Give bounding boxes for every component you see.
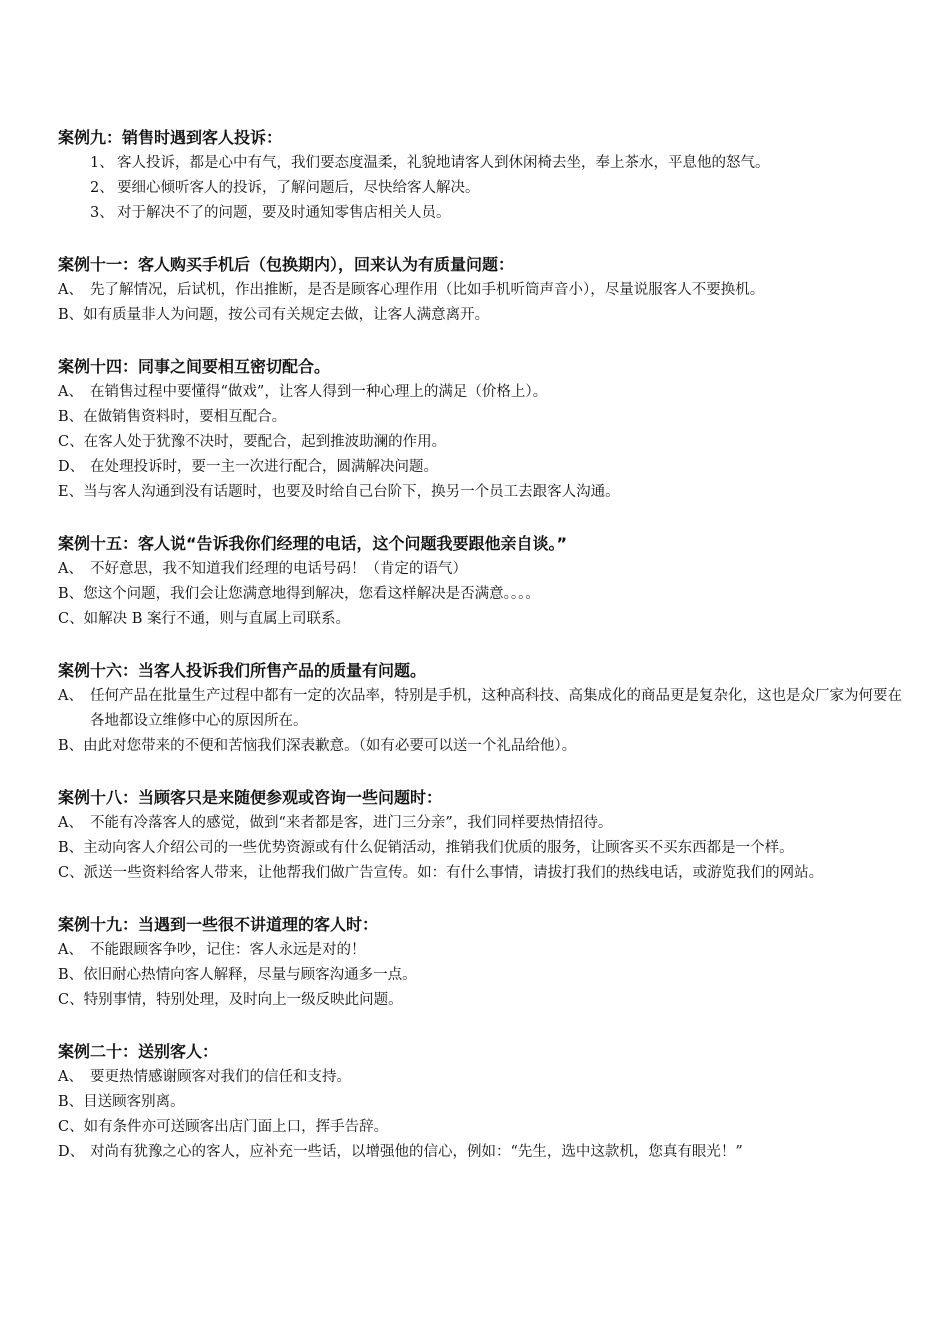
list-item-text: 由此对您带来的不便和苦恼我们深表歉意。（如有必要可以送一个礼品给他）。 — [83, 738, 577, 754]
list-item — [58, 607, 910, 632]
list-marker: A、 — [58, 688, 83, 704]
list-item-text: 不能跟顾客争吵，记住：客人永远是对的！ — [90, 942, 366, 958]
list-item-text: 任何产品在批量生产过程中都有一定的次品率，特别是手机，这种高科技、高集成化的商品更是复杂化，这也是众厂家为何要在各地都设立维修中心的原因所在。 — [90, 688, 902, 729]
list-item — [58, 811, 910, 836]
list-item — [58, 455, 910, 480]
list-item — [58, 1115, 910, 1140]
list-marker: A、 — [58, 561, 83, 577]
list-item — [58, 430, 910, 455]
list-item — [58, 963, 910, 988]
list-marker: B、 — [58, 307, 84, 323]
list-marker: A、 — [58, 282, 83, 298]
list-item-text: 如解决 B 案行不通，则与直属上司联系。 — [83, 611, 350, 627]
list-item — [58, 480, 910, 505]
list-item-text: 当与客人沟通到没有话题时，也要及时给自己台阶下，换另一个员工去跟客人沟通。 — [83, 484, 620, 500]
list-item — [58, 861, 910, 886]
list-item-text: 如有条件亦可送顾客出店门面上口，挥手告辞。 — [83, 1119, 389, 1135]
list-marker: 1、 — [90, 155, 114, 171]
case-heading: 案例二十：送别客人： — [58, 1042, 219, 1061]
case-section — [58, 1038, 910, 1165]
list-marker: A、 — [58, 384, 83, 400]
list-marker: A、 — [58, 1069, 83, 1085]
document-page — [58, 124, 910, 1190]
list-marker: A、 — [58, 815, 83, 831]
list-item-text: 先了解情况，后试机，作出推断，是否是顾客心理作用（比如手机听筒声音小），尽量说服客人不要换机。 — [90, 282, 765, 298]
list-item — [58, 734, 910, 759]
list-item-text: 目送顾客别离。 — [83, 1094, 185, 1110]
list-item-text: 您这个问题，我们会让您满意地得到解决，您看这样解决是否满意。。。。 — [83, 586, 540, 602]
list-item — [58, 836, 910, 861]
list-item-text: 在客人处于犹豫不决时，要配合，起到推波助澜的作用。 — [83, 434, 447, 450]
list-marker: 3、 — [90, 205, 114, 221]
list-item-text: 不能有冷落客人的感觉，做到“来者都是客，进门三分亲”，我们同样要热情招待。 — [90, 815, 613, 831]
list-marker: E、 — [58, 484, 84, 500]
list-item — [58, 1090, 910, 1115]
list-marker: C、 — [58, 611, 84, 627]
list-item-text: 在销售过程中要懂得“做戏”，让客人得到一种心理上的满足（价格上）。 — [90, 384, 548, 400]
case-heading: 案例十九：当遇到一些很不讲道理的客人时： — [58, 915, 379, 934]
list-marker: C、 — [58, 434, 84, 450]
list-item-text: 主动向客人介绍公司的一些优势资源或有什么促销活动，推销我们优质的服务，让顾客买不买东西都是一个样。 — [83, 840, 794, 856]
case-heading: 案例十四：同事之间要相互密切配合。 — [58, 357, 331, 376]
list-item — [58, 557, 910, 582]
case-section — [58, 911, 910, 1013]
case-section — [58, 657, 910, 759]
list-item-text: 在处理投诉时，要一主一次进行配合，圆满解决问题。 — [90, 459, 438, 475]
list-item-text: 派送一些资料给客人带来，让他帮我们做广告宣传。如：有什么事情，请拔打我们的热线电话，或游览我们的网站。 — [83, 865, 824, 881]
case-heading: 案例十一：客人购买手机后（包换期内），回来认为有质量问题： — [58, 255, 515, 274]
list-item-text: 要细心倾听客人的投诉，了解问题后，尽快给客人解决。 — [117, 180, 480, 196]
list-marker: A、 — [58, 942, 83, 958]
list-item-text: 对尚有犹豫之心的客人，应补充一些话，以增强他的信心，例如：“先生，选中这款机，您真有眼光！” — [90, 1144, 743, 1160]
list-marker: B、 — [58, 409, 84, 425]
list-item — [58, 405, 910, 430]
list-item — [58, 151, 910, 176]
list-item-text: 客人投诉，都是心中有气，我们要态度温柔，礼貌地请客人到休闲椅去坐，奉上茶水，平息他的怒气。 — [117, 155, 770, 171]
case-section — [58, 124, 910, 226]
list-item — [58, 988, 910, 1013]
list-marker: 2、 — [90, 180, 114, 196]
list-item — [58, 1065, 910, 1090]
list-item — [58, 684, 910, 734]
case-section — [58, 353, 910, 505]
list-item — [58, 938, 910, 963]
case-section — [58, 784, 910, 886]
list-item-text: 特别事情，特别处理，及时向上一级反映此问题。 — [83, 992, 403, 1008]
case-heading: 案例十五：客人说“告诉我你们经理的电话，这个问题我要跟他亲自谈。” — [58, 534, 568, 553]
list-item-text: 不好意思，我不知道我们经理的电话号码！（肯定的语气） — [90, 561, 467, 577]
list-marker: B、 — [58, 967, 84, 983]
list-marker: B、 — [58, 1094, 84, 1110]
list-item-text: 在做销售资料时，要相互配合。 — [83, 409, 287, 425]
list-marker: B、 — [58, 738, 84, 754]
list-item — [58, 278, 910, 303]
list-marker: B、 — [58, 840, 84, 856]
list-item-text: 依旧耐心热情向客人解释，尽量与顾客沟通多一点。 — [83, 967, 417, 983]
case-section — [58, 251, 910, 328]
case-section — [58, 530, 910, 632]
list-marker: D、 — [58, 459, 85, 475]
list-item — [58, 201, 910, 226]
list-item-text: 如有质量非人为问题，按公司有关规定去做，让客人满意离开。 — [83, 307, 490, 323]
case-heading: 案例十六：当客人投诉我们所售产品的质量有问题。 — [58, 661, 427, 680]
list-marker: C、 — [58, 865, 84, 881]
list-marker: C、 — [58, 992, 84, 1008]
list-item — [58, 380, 910, 405]
list-item — [58, 582, 910, 607]
list-item — [58, 303, 910, 328]
list-item — [58, 1140, 910, 1165]
case-heading: 案例十八：当顾客只是来随便参观或咨询一些问题时： — [58, 788, 443, 807]
list-marker: C、 — [58, 1119, 84, 1135]
list-marker: D、 — [58, 1144, 85, 1160]
list-item-text: 要更热情感谢顾客对我们的信任和支持。 — [90, 1069, 351, 1085]
case-heading: 案例九：销售时遇到客人投诉： — [58, 128, 283, 147]
list-marker: B、 — [58, 586, 84, 602]
list-item-text: 对于解决不了的问题，要及时通知零售店相关人员。 — [117, 205, 451, 221]
list-item — [58, 176, 910, 201]
